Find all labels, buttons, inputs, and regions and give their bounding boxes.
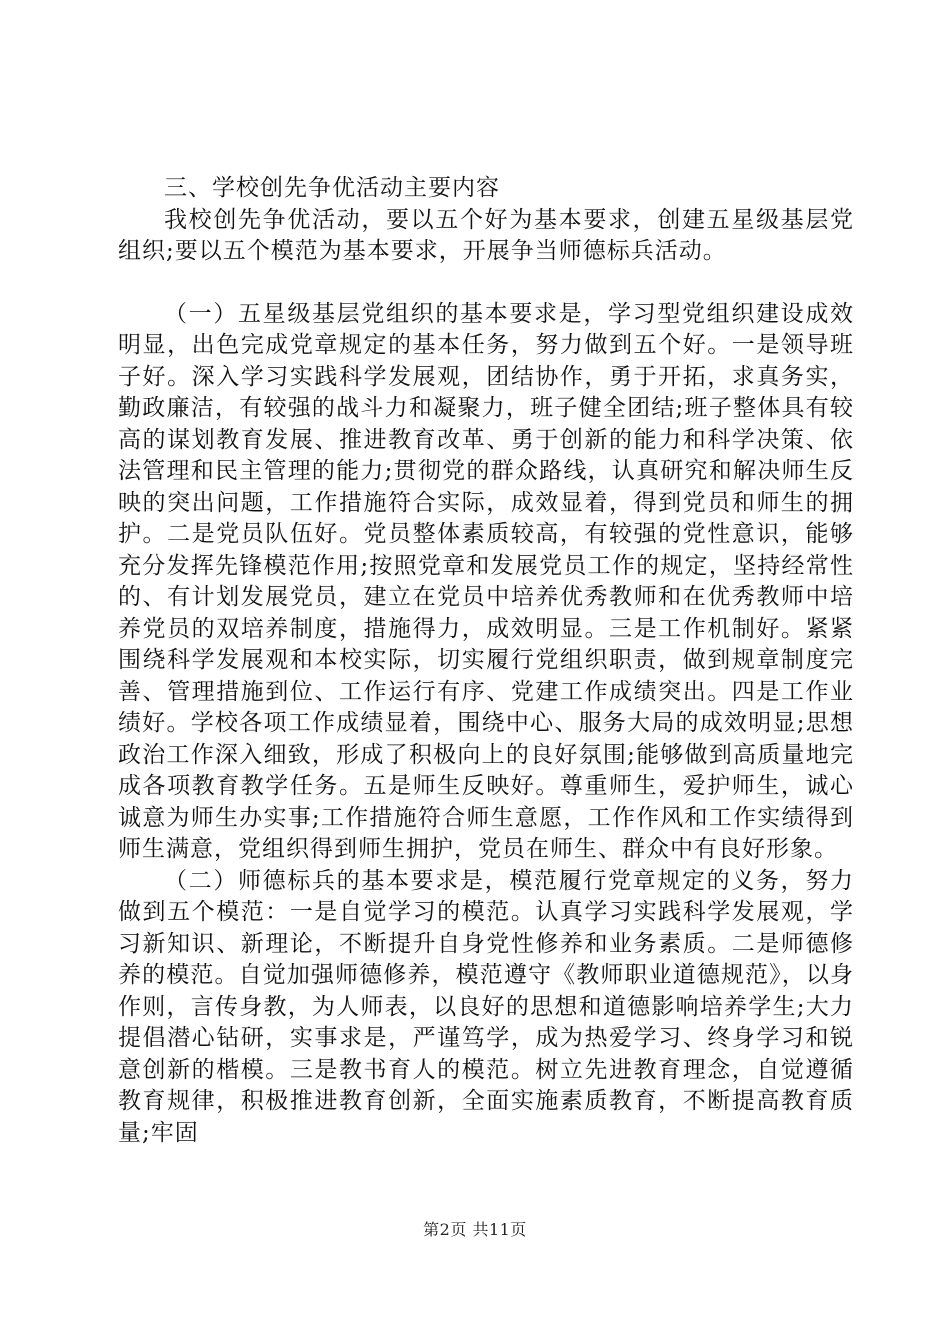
document-body [118,173,854,1149]
paragraph-teacher-model-requirements: （二）师德标兵的基本要求是，模范履行党章规定的义务，努力做到五个模范：一是自觉学习的模范。认真学习实践科学发展观，学习新知识、新理论，不断提升自身党性修养和业务素质。二是师德修养的模范。自觉加强师德修养，模范遵守《教师职业道德规范》，以身作则，言传身教，为人师表，以良好的思想和道德影响培养学生;大力提倡潜心钻研，实事求是，严谨笃学，成为热爱学习、终身学习和锐意创新的楷模。三是教书育人的模范。树立先进教育理念，自觉遵循教育规律，积极推进教育创新，全面实施素质教育，不断提高教育质量;牢固 [118,867,854,1146]
paragraph-spacer [118,268,854,299]
section-heading: 三、学校创先争优活动主要内容 [164,175,500,201]
paragraph-five-star-requirements: （一）五星级基层党组织的基本要求是，学习型党组织建设成效明显，出色完成党章规定的基本任务，努力做到五个好。一是领导班子好。深入学习实践科学发展观，团结协作，勇于开拓，求真务实，勤政廉洁，有较强的战斗力和凝聚力，班子健全团结;班子整体具有较高的谋划教育发展、推进教育改革、勇于创新的能力和科学决策、依法管理和民主管理的能力;贯彻党的群众路线，认真研究和解决师生反映的突出问题，工作措施符合实际，成效显着，得到党员和师生的拥护。二是党员队伍好。党员整体素质较高，有较强的党性意识，能够充分发挥先锋模范作用;按照党章和发展党员工作的规定，坚持经常性的、有计划发展党员，建立在党员中培养优秀教师和在优秀教师中培养党员的双培养制度，措施得力，成效明显。三是工作机制好。紧紧围绕科学发展观和本校实际，切实履行党组织职责，做到规章制度完善、管理措施到位、工作运行有序、党建工作成绩突出。四是工作业绩好。学校各项工作成绩显着，围绕中心、服务大局的成效明显;思想政治工作深入细致，形成了积极向上的良好氛围;能够做到高质量地完成各项教育教学任务。五是师生反映好。尊重师生，爱护师生，诚心诚意为师生办实事;工作措施符合师生意愿，工作作风和工作实绩得到师生满意，党组织得到师生拥护，党员在师生、群众中有良好形象。 [118,300,854,862]
page-number-footer: 第2页 共11页 [423,1220,527,1239]
intro-paragraph: 我校创先争优活动，要以五个好为基本要求，创建五星级基层党组织;要以五个模范为基本要求，开展争当师德标兵活动。 [118,206,854,264]
